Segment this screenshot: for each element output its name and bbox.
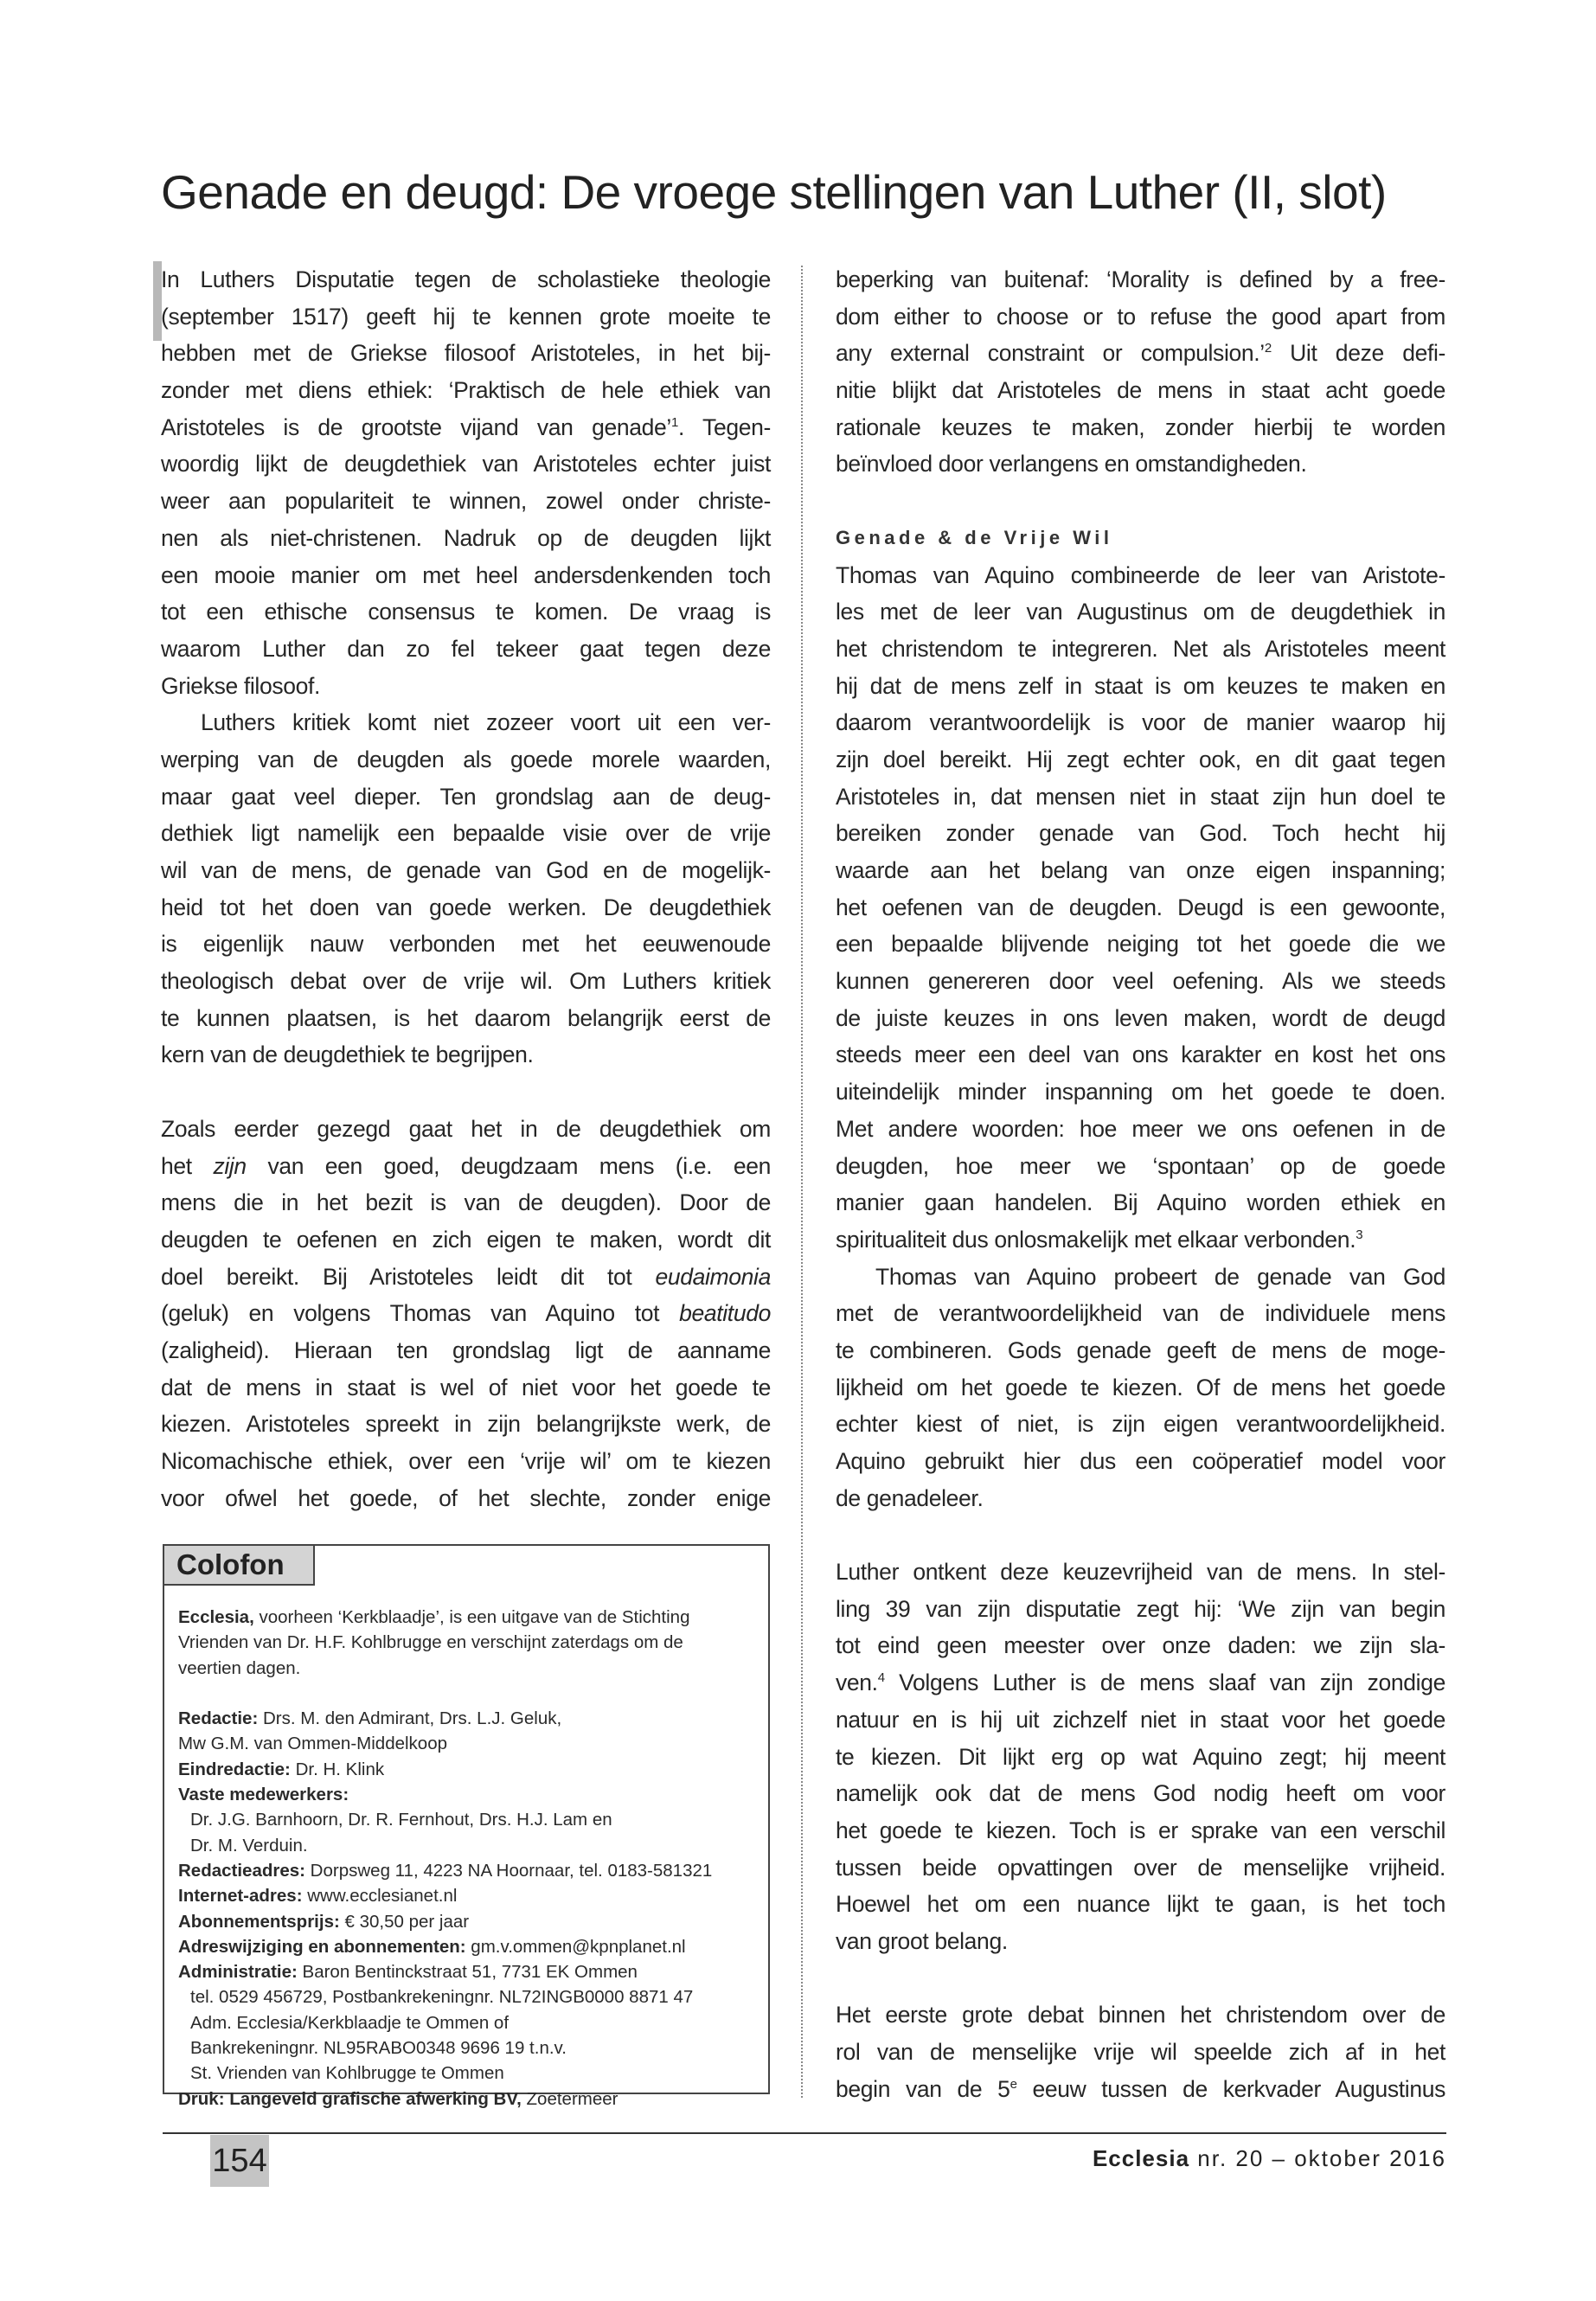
footnote-ref: 4 <box>877 1670 885 1686</box>
text-line: (september 1517) geeft hij te kennen grote moeite te <box>161 303 771 330</box>
text-line: tot een ethische consensus te komen. De vraag is <box>161 599 771 625</box>
text-line: echter kiest of niet, is zijn eigen verantwoordelijkheid. <box>836 1411 1445 1438</box>
bold-label: Adreswijziging en abonnementen: <box>178 1936 466 1957</box>
section-heading: Genade & de Vrije Wil <box>836 526 1113 548</box>
text-line: het oefenen van de deugden. Deugd is een gewoonte, <box>836 894 1445 920</box>
colofon-line: Adm. Ecclesia/Kerkblaadje te Ommen of <box>190 2012 510 2033</box>
text-line: heid tot het doen van goede werken. De deugdethiek <box>161 894 771 920</box>
text-line: is eigenlijk nauw verbonden met het eeuwenoude <box>161 931 771 958</box>
paragraph <box>836 261 1445 483</box>
colofon-line: Ecclesia, voorheen ‘Kerkblaadje’, is een uitgave van de Stichting <box>178 1607 690 1627</box>
text-line: tussen beide opvattingen over de menselijke vrijheid. <box>836 1854 1445 1881</box>
text-line: maar gaat veel dieper. Ten grondslag aan de deug- <box>161 783 771 810</box>
text-line: Thomas van Aquino probeert de genade van God <box>875 1263 1445 1290</box>
text-line: hij dat de mens zelf in staat is om keuzes te maken en <box>836 672 1445 699</box>
text-line: Aquino gebruikt hier dus een coöperatief model voor <box>836 1448 1445 1474</box>
bold-label: Druk: Langeveld grafische afwerking BV, <box>178 2088 522 2109</box>
text-line: woordig lijkt de deugdethiek van Aristoteles echter juist <box>161 451 771 478</box>
paragraph <box>836 1259 1445 1517</box>
text-line: les met de leer van Augustinus om de deugdethiek in <box>836 599 1445 625</box>
text-line: kiezen. Aristoteles spreekt in zijn belangrijkste werk, de <box>161 1411 771 1438</box>
colofon-line: Mw G.M. van Ommen-Middelkoop <box>178 1734 448 1754</box>
text-line: mens die in het bezit is van de deugden). Door de <box>161 1189 771 1216</box>
text-line: Met andere woorden: hoe meer we ons oefenen in de <box>836 1115 1445 1142</box>
text-line: namelijk ook dat de mens God nodig heeft om voor <box>836 1780 1445 1807</box>
text-line: theologisch debat over de vrije wil. Om Luthers kritiek <box>161 968 771 995</box>
bold-label: Internet-adres: <box>178 1886 303 1907</box>
text-line: ling 39 van zijn disputatie zegt hij: ‘We zijn van begin <box>836 1595 1445 1622</box>
text-line: begin van de 5e eeuw tussen de kerkvader Augustinus <box>836 2075 1446 2102</box>
bold-label: Vaste medewerkers: <box>178 1785 349 1805</box>
text-line: spiritualiteit dus onlosmakelijk met elkaar verbonden.$^3$ <box>836 1226 1363 1253</box>
text-line: het christendom te integreren. Net als Aristoteles meent <box>836 635 1445 662</box>
text-line: nen als niet-christenen. Nadruk op de deugden lijkt <box>161 524 771 551</box>
article-title: Genade en deugd: De vroege stellingen van Luther (II, slot) <box>161 165 1387 219</box>
colofon-line: St. Vrienden van Kohlbrugge te Ommen <box>190 2063 504 2084</box>
colofon-line: Dr. M. Verduin. <box>190 1835 308 1856</box>
text-line: te combineren. Gods genade geeft de mens de moge- <box>836 1336 1445 1363</box>
text-line: zijn doel bereikt. Hij zegt echter ook, en dit gaat tegen <box>836 746 1445 772</box>
text-line: (zaligheid). Hieraan ten grondslag ligt de aanname <box>161 1336 771 1363</box>
bold-label: Abonnementsprijs: <box>178 1911 340 1932</box>
colofon-body <box>178 1605 760 2112</box>
text-line: Aristoteles in, dat mensen niet in staat zijn hun doel te <box>836 783 1445 810</box>
text-line: daarom verantwoordelijk is voor de manier waarop hij <box>836 709 1445 736</box>
text-line: natuur en is hij uit zichzelf niet in staat voor het goede <box>836 1706 1445 1733</box>
text-line: ven.$^4$ Volgens Luther is de mens slaaf van zijn zondige <box>836 1670 1445 1696</box>
text-line: beïnvloed door verlangens en omstandigheden. <box>836 451 1307 478</box>
paragraph-gap <box>836 1960 1445 1997</box>
text-line: deugden te oefenen en zich eigen te maken, wordt dit <box>161 1226 771 1253</box>
colofon-box <box>163 1544 770 2109</box>
text-line: het goede te kiezen. Toch is er sprake van een verschil <box>836 1817 1445 1843</box>
paragraph <box>836 483 1445 1258</box>
text-line: bereiken zonder genade van God. Toch hecht hij <box>836 820 1445 847</box>
text-line: Nicomachische ethiek, over een ‘vrije wil’ om te kiezen <box>161 1448 771 1474</box>
colofon-line: Bankrekeningnr. NL95RABO0348 9696 19 t.n.v. <box>190 2038 567 2059</box>
text-line: Het eerste grote debat binnen het christendom over de <box>836 2002 1445 2029</box>
text-line: Griekse filosoof. <box>161 672 321 699</box>
text-line: nitie blijkt dat Aristoteles de mens in staat acht goede <box>836 377 1445 404</box>
text-line: dom either to choose or to refuse the good apart from <box>836 303 1445 330</box>
text-line: waarom Luther dan zo fel tekeer gaat tegen deze <box>161 635 771 662</box>
colofon-heading: Colofon <box>163 1544 315 1586</box>
bold-label: Redactieadres: <box>178 1860 305 1881</box>
text-line: met de verantwoordelijkheid van de individuele mens <box>836 1300 1445 1327</box>
footer-rule <box>163 2132 1446 2134</box>
colofon-line: Vrienden van Dr. H.F. Kohlbrugge en verschijnt zaterdags om de <box>178 1632 683 1653</box>
text-line: wil van de mens, de genade van God en de mogelijk- <box>161 857 771 883</box>
text-line: waarde aan het belang van onze eigen inspanning; <box>836 857 1445 883</box>
left-column <box>161 261 771 1516</box>
colofon-line: Internet-adres: www.ecclesianet.nl <box>178 1886 458 1907</box>
text-line: deugden, hoe meer we ‘spontaan’ op de goede <box>836 1152 1445 1179</box>
paragraph <box>836 1960 1445 2108</box>
text-line: uiteindelijk minder inspanning om het goede te doen. <box>836 1079 1445 1106</box>
colofon-line <box>178 1782 760 1807</box>
paragraph-gap <box>836 483 1445 520</box>
colofon-line: veertien dagen. <box>178 1657 301 1678</box>
bold-label: Administratie: <box>178 1962 298 1983</box>
bold-label: Redactie: <box>178 1708 259 1729</box>
text-line: Luthers kritiek komt niet zozeer voort uit een ver- <box>201 709 771 736</box>
text-line: te kiezen. Dit lijkt erg op wat Aquino zegt; hij meent <box>836 1743 1445 1770</box>
text-line: hebben met de Griekse filosoof Aristoteles, in het bij- <box>161 340 771 367</box>
text-line: dethiek ligt namelijk een bepaalde visie over de vrije <box>161 820 771 847</box>
colofon-line: Druk: Langeveld grafische afwerking BV, Zoetermeer <box>178 2088 619 2109</box>
paragraph-gap <box>836 1516 1445 1554</box>
text-line: Zoals eerder gezegd gaat het in de deugdethiek om <box>161 1115 771 1142</box>
text-line: Hoewel het om een nuance lijkt te gaan, is het toch <box>836 1891 1445 1918</box>
italic-text: zijn <box>213 1152 247 1179</box>
text-line: (geluk) en volgens Thomas van Aquino tot beatitudo <box>161 1300 771 1327</box>
text-line: een bepaalde blijvende neiging tot het goede die we <box>836 931 1445 958</box>
text-line: dat de mens in staat is wel of niet voor het goede te <box>161 1374 771 1400</box>
issue-date: nr. 20 – oktober 2016 <box>1189 2145 1446 2171</box>
text-line: manier gaan handelen. Bij Aquino worden ethiek en <box>836 1189 1445 1216</box>
paragraph <box>161 704 771 1074</box>
text-line: het zijn van een goed, deugdzaam mens (i.e. een <box>161 1152 771 1179</box>
bold-label: Eindredactie: <box>178 1759 291 1779</box>
paragraph-gap <box>161 1074 771 1111</box>
paragraph <box>161 261 771 704</box>
text-line: zonder met diens ethiek: ‘Praktisch de hele ethiek van <box>161 377 771 404</box>
text-line: lijkheid om het goede te kiezen. Of de mens het goede <box>836 1374 1445 1400</box>
colofon-line: Adreswijziging en abonnementen: gm.v.ommen@kpnplanet.nl <box>178 1936 686 1957</box>
text-line: Thomas van Aquino combineerde de leer van Aristote- <box>836 561 1445 588</box>
colofon-line: Redactie: Drs. M. den Admirant, Drs. L.J. Geluk, <box>178 1708 562 1729</box>
text-line: tot eind geen meester over onze daden: we zijn sla- <box>836 1632 1445 1659</box>
paragraph <box>161 1074 771 1516</box>
text-line: beperking van buitenaf: ‘Morality is defined by a free- <box>836 266 1445 292</box>
text-line: doel bereikt. Bij Aristoteles leidt dit tot eudaimonia <box>161 1263 771 1290</box>
bold-label: Ecclesia, <box>178 1607 254 1627</box>
colofon-gap <box>178 1681 760 1706</box>
issue-info <box>1093 2145 1446 2172</box>
text-line: van groot belang. <box>836 1927 1008 1954</box>
text-line: any external constraint or compulsion.’$^2$ Uit deze defi- <box>836 340 1445 367</box>
colofon-line: Redactieadres: Dorpsweg 11, 4223 NA Hoornaar, tel. 0183-581321 <box>178 1860 713 1881</box>
colofon-line: Abonnementsprijs: € 30,50 per jaar <box>178 1911 470 1932</box>
text-line: werping van de deugden als goede morele waarden, <box>161 746 771 772</box>
paragraph <box>836 1516 1445 1959</box>
page-number: 154 <box>210 2135 269 2187</box>
text-line: Luther ontkent deze keuzevrijheid van de mens. In stel- <box>836 1559 1445 1586</box>
text-line: rationale keuzes te maken, zonder hierbij te worden <box>836 413 1445 440</box>
text-line: voor ofwel het goede, of het slechte, zonder enige <box>161 1484 771 1511</box>
footnote-ref: 1 <box>670 414 678 430</box>
text-line: een mooie manier om met heel andersdenkenden toch <box>161 561 771 588</box>
text-line: In Luthers Disputatie tegen de scholastieke theologie <box>161 266 771 292</box>
colofon-line: Eindredactie: Dr. H. Klink <box>178 1759 385 1779</box>
footnote-ref: e <box>1010 2076 1017 2092</box>
text-line: steeds meer een deel van ons karakter en kost het ons <box>836 1042 1445 1068</box>
right-column <box>836 261 1445 2107</box>
text-line: de genadeleer. <box>836 1484 984 1511</box>
text-line: te kunnen plaatsen, is het daarom belangrijk eerst de <box>161 1004 771 1031</box>
italic-text: beatitudo <box>679 1300 771 1327</box>
footnote-ref: 2 <box>1264 341 1272 356</box>
text-line: kern van de deugdethiek te begrijpen. <box>161 1042 534 1068</box>
colofon-line: Dr. J.G. Barnhoorn, Dr. R. Fernhout, Drs. H.J. Lam en <box>190 1810 612 1830</box>
italic-text: eudaimonia <box>655 1263 771 1290</box>
footnote-ref: 3 <box>1356 1227 1363 1242</box>
text-line: Aristoteles is de grootste vijand van genade’$^1$. Tegen- <box>161 413 771 440</box>
text-line: weer aan populariteit te winnen, zowel onder christe- <box>161 488 771 515</box>
colofon-line: Administratie: Baron Bentinckstraat 51, 7731 EK Ommen <box>178 1962 638 1983</box>
text-line: de juiste keuzes in ons leven maken, wordt de deugd <box>836 1004 1445 1031</box>
text-line: rol van de menselijke vrije wil speelde zich af in het <box>836 2039 1445 2065</box>
column-divider <box>801 266 803 2098</box>
text-line: kunnen genereren door veel oefening. Als we steeds <box>836 968 1445 995</box>
colofon-line: tel. 0529 456729, Postbankrekeningnr. NL72INGB0000 8871 47 <box>190 1987 694 2008</box>
magazine-name: Ecclesia <box>1092 2145 1190 2171</box>
